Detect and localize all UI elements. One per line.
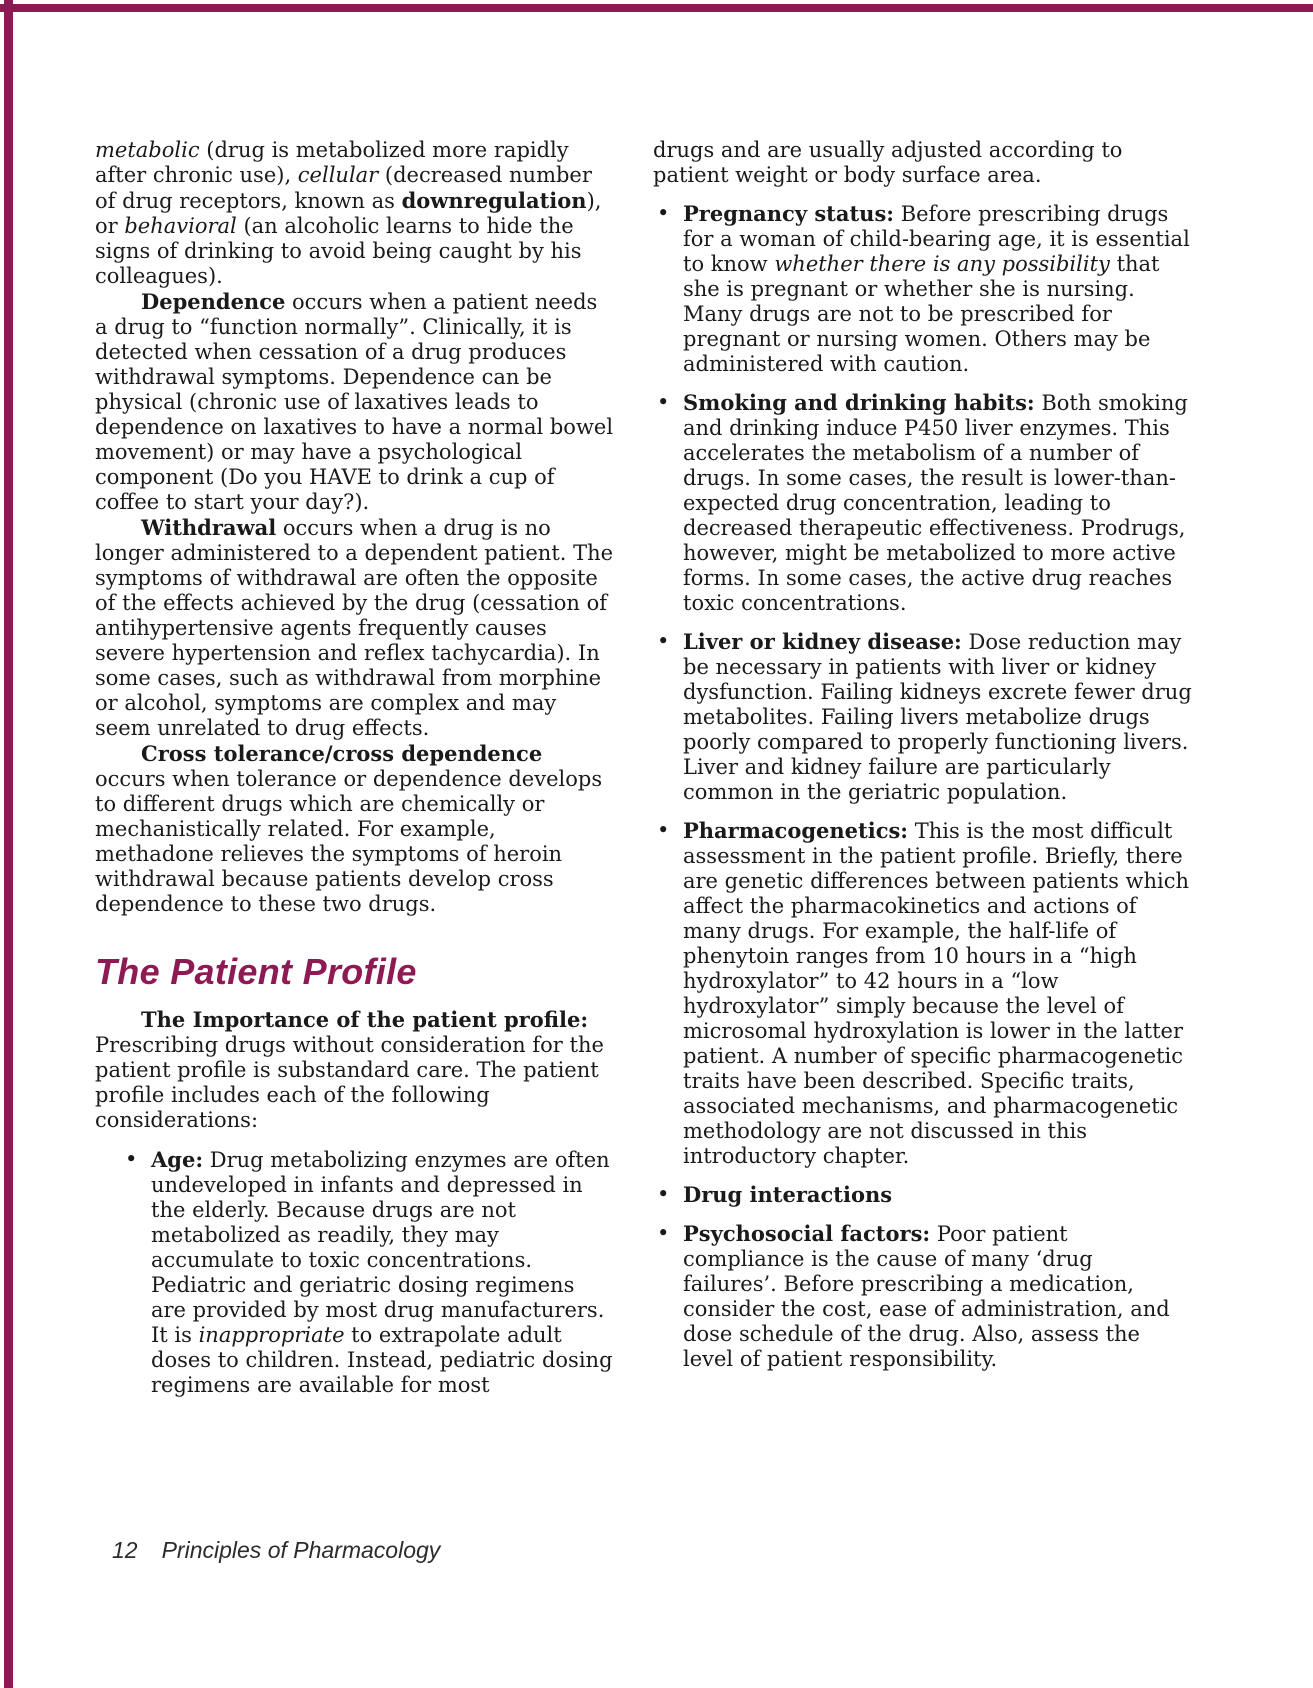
bullet-list-left — [95, 1147, 615, 1398]
page-number: 12 — [112, 1537, 138, 1563]
bullet-drug-interactions — [657, 1182, 1193, 1208]
bullet-dot-icon: • — [657, 629, 670, 653]
paragraph-dependence: Dependence occurs when a patient needs a drug to “function normally”. Clinically, it is detected when cessation of a drug produces withdrawal symptoms. Dependence can be physical (chronic use of laxatives leads to dependence on laxatives to have a normal bowel movement) or may have a psychological component (Do you HAVE to drink a cup of coffee to start your day?). — [95, 289, 614, 514]
bullet-dot-icon: • — [657, 201, 670, 225]
bullet-dot-icon: • — [125, 1147, 138, 1171]
bullet-liver-kidney-text: Liver or kidney disease: Dose reduction may be necessary in patients with liver or kidney dysfunction. Failing kidneys excrete fewer drug metabolites. Failing livers metabolize drugs poorly compared to properly functioning livers. Liver and kidney failure are particularly common in the geriatric population. — [683, 629, 1192, 804]
top-border-rule — [0, 4, 1313, 12]
text-column-left — [95, 138, 615, 1398]
bullet-dot-icon: • — [657, 1221, 670, 1245]
paragraph-tolerance-types: metabolic (drug is metabolized more rapidly after chronic use), cellular (decreased number of drug receptors, known as downregulation), or behavioral (an alcoholic learns to hide the signs of drinking to avoid being caught by his colleagues). — [95, 138, 602, 288]
left-border-rule — [4, 0, 13, 1688]
bullet-dot-icon: • — [657, 390, 670, 414]
page-footer — [112, 1537, 440, 1563]
bullet-smoking-drinking-text: Smoking and drinking habits: Both smoking and drinking induce P450 liver enzymes. This accelerates the metabolism of a number of drugs. In some cases, the result is lower-than-expected drug concentration, leading to decreased therapeutic effectiveness. Prodrugs, however, might be metabolized to more active forms. In some cases, the active drug reaches toxic concentrations. — [683, 390, 1188, 615]
running-title: Principles of Pharmacology — [161, 1537, 441, 1563]
bullet-smoking-drinking — [657, 390, 1193, 616]
bullet-list-right — [653, 201, 1193, 1372]
bullet-pharmacogenetics — [657, 818, 1193, 1169]
paragraph-importance-patient-profile: The Importance of the patient profile: Prescribing drugs without consideration for the patient profile is substandard care. The patient profile includes each of the following considerations: — [95, 1007, 604, 1132]
bullet-age-text: Age: Drug metabolizing enzymes are often undeveloped in infants and depressed in the elderly. Because drugs are not metabolized as readily, they may accumulate to toxic concentrations. Pediatric and geriatric dosing regimens are provided by most drug manufacturers. It is inappropriate to extrapolate adult doses to children. Instead, pediatric dosing regimens are available for most — [151, 1147, 613, 1397]
bullet-age — [125, 1147, 615, 1398]
bullet-dot-icon: • — [657, 1182, 670, 1206]
bullet-pregnancy-status — [657, 201, 1193, 377]
bullet-dot-icon: • — [657, 818, 670, 842]
bullet-pharmacogenetics-text: Pharmacogenetics: This is the most difficult assessment in the patient profile. Briefly, there are genetic differences between patients which affect the pharmacokinetics and actions of many drugs. For example, the half-life of phenytoin ranges from 10 hours in a “high hydroxylator” to 42 hours in a “low hydroxylator” simply because the level of microsomal hydroxylation is lower in the latter patient. A number of specific pharmacogenetic traits have been described. Specific traits, associated mechanisms, and pharmacogenetic methodology are not discussed in this introductory chapter. — [683, 818, 1190, 1168]
paragraph-cross-tolerance: Cross tolerance/cross dependence occurs when tolerance or dependence develops to different drugs which are chemically or mechanistically related. For example, methadone relieves the symptoms of heroin withdrawal because patients develop cross dependence to these two drugs. — [95, 741, 603, 916]
bullet-psychosocial-factors — [657, 1221, 1193, 1372]
paragraph-withdrawal: Withdrawal occurs when a drug is no longer administered to a dependent patient. The symptoms of withdrawal are often the opposite of the effects achieved by the drug (cessation of antihypertensive agents frequently causes severe hypertension and reflex tachycardia). In some cases, such as withdrawal from morphine or alcohol, symptoms are complex and may seem unrelated to drug effects. — [95, 515, 614, 740]
bullet-psychosocial-factors-text: Psychosocial factors: Poor patient compliance is the cause of many ‘drug failures’. Before prescribing a medication, consider the cost, ease of administration, and dose schedule of the drug. Also, assess the level of patient responsibility. — [683, 1221, 1170, 1371]
paragraph-age-continuation: drugs and are usually adjusted according to patient weight or body surface area. — [653, 138, 1123, 187]
section-heading-patient-profile: The Patient Profile — [95, 951, 417, 992]
bullet-drug-interactions-text: Drug interactions — [683, 1182, 893, 1207]
bullet-pregnancy-status-text: Pregnancy status: Before prescribing drugs for a woman of child-bearing age, it is essential to know whether there is any possibility that she is pregnant or whether she is nursing. Many drugs are not to be prescribed for pregnant or nursing women. Others may be administered with caution. — [683, 201, 1190, 376]
bullet-liver-kidney — [657, 629, 1193, 805]
text-column-right — [653, 138, 1193, 1372]
